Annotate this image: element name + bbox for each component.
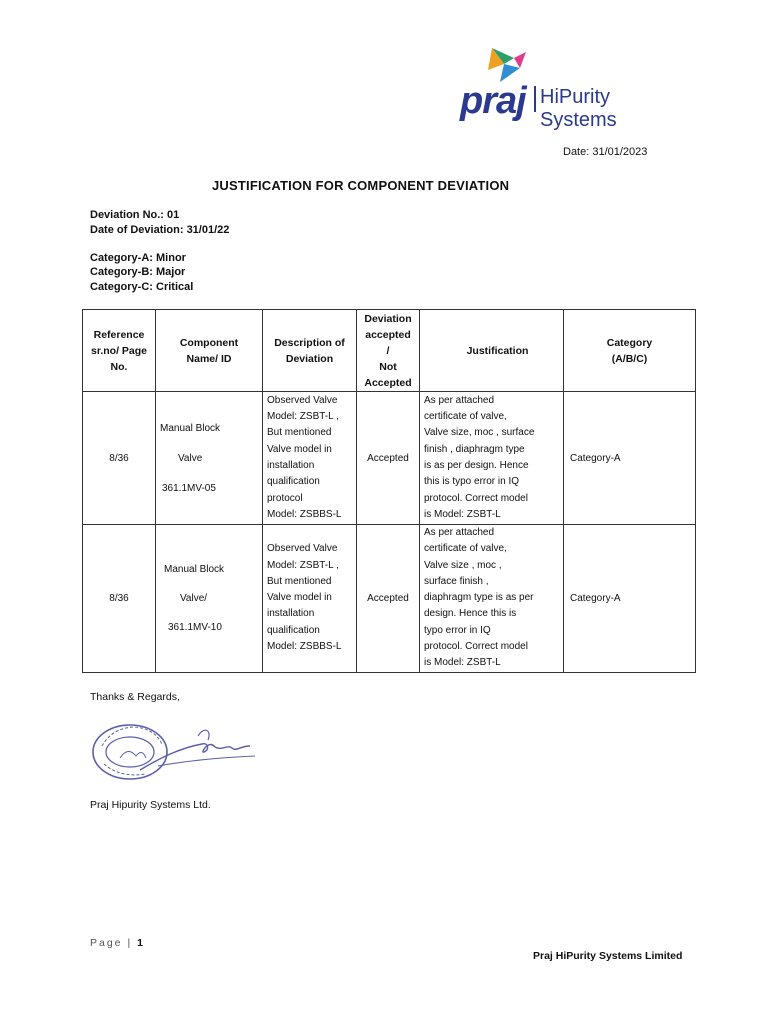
seal-stamp-icon — [90, 718, 260, 784]
page-number-footer: Page | 1 — [90, 937, 143, 949]
row-reference: 8/36 — [83, 525, 156, 673]
logo-divider — [534, 86, 536, 112]
deviation-date: Date of Deviation: 31/01/22 — [90, 224, 230, 236]
logo-company-name: HiPurity Systems — [540, 86, 617, 131]
table-header-row — [83, 310, 696, 392]
row-accepted-status: Accepted — [357, 525, 420, 673]
header-justification: Justification — [420, 310, 564, 392]
closing-company: Praj Hipurity Systems Ltd. — [90, 799, 211, 811]
document-date: Date: 31/01/2023 — [563, 146, 648, 158]
category-c-legend: Category-C: Critical — [90, 281, 194, 293]
category-b-legend: Category-B: Major — [90, 266, 186, 278]
row-component: Manual Block Valve/ 361.1MV-10 — [156, 525, 263, 673]
page-title: JUSTIFICATION FOR COMPONENT DEVIATION — [212, 178, 510, 193]
row-component: Manual Block Valve 361.1MV-05 — [156, 392, 263, 525]
category-a-legend: Category-A: Minor — [90, 252, 186, 264]
table-row — [83, 392, 696, 525]
logo-mark-icon — [474, 44, 534, 84]
row-category: Category-A — [564, 392, 696, 525]
row-justification: As per attached certificate of valve, Valve size , moc , surface finish , diaphragm type is as per design. Hence this is typo error in IQ protocol. Correct model is Model: ZSBT-L — [420, 525, 564, 673]
row-accepted-status: Accepted — [357, 392, 420, 525]
company-seal-signature — [90, 718, 260, 784]
row-description: Observed Valve Model: ZSBT-L , But mentioned Valve model in installation qualification protocol Model: ZSBBS-L — [263, 392, 357, 525]
row-reference: 8/36 — [83, 392, 156, 525]
row-category: Category-A — [564, 525, 696, 673]
page-number: 1 — [137, 937, 143, 949]
page-label: Page — [90, 937, 123, 949]
header-description: Description of Deviation — [263, 310, 357, 392]
company-logo — [458, 44, 688, 131]
header-component: Component Name/ ID — [156, 310, 263, 392]
closing-thanks: Thanks & Regards, — [90, 691, 180, 703]
deviation-table — [82, 309, 696, 673]
footer-company: Praj HiPurity Systems Limited — [533, 950, 683, 962]
deviation-number: Deviation No.: 01 — [90, 209, 180, 221]
row-justification: As per attached certificate of valve, Valve size, moc , surface finish , diaphragm type is as per design. Hence this is typo error in IQ protocol. Correct model is Model: ZSBT-L — [420, 392, 564, 525]
table-row — [83, 525, 696, 673]
header-reference: Reference sr.no/ Page No. — [83, 310, 156, 392]
header-category: Category (A/B/C) — [564, 310, 696, 392]
header-accepted: Deviation accepted / Not Accepted — [357, 310, 420, 392]
logo-word: praj — [460, 80, 526, 122]
row-description: Observed Valve Model: ZSBT-L , But mentioned Valve model in installation qualification Model: ZSBBS-L — [263, 525, 357, 673]
